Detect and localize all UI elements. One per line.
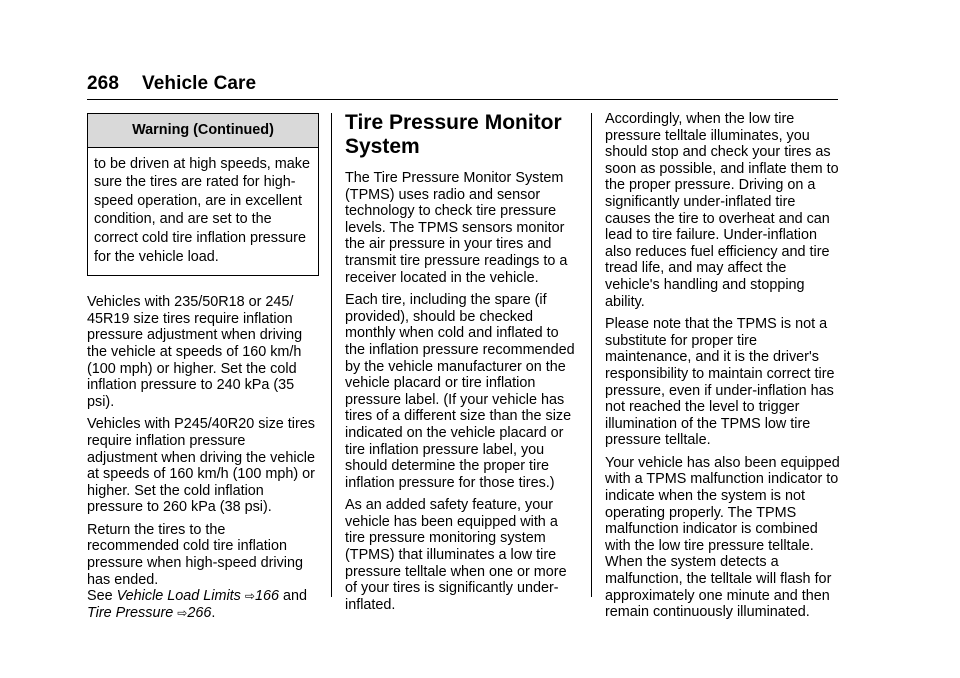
return-tires-text: Return the tires to the recommended cold tire inflation pressure when high-speed driving has ended. — [87, 521, 303, 588]
xref-page-166[interactable]: 166 — [254, 588, 279, 605]
xref-tire-pressure[interactable]: Tire Pressure — [87, 604, 174, 621]
tpms-heading: Tire Pressure Monitor System — [345, 111, 562, 158]
page-header — [87, 73, 256, 95]
section-title: Vehicle Care — [142, 73, 257, 94]
page-ref-arrow-icon: ⇨ — [177, 605, 188, 620]
column-divider-1 — [331, 113, 332, 597]
paragraph-monthly-check: Each tire, including the spare (if provided), should be checked monthly when cold and inflated to the inflation pressure recommended by the vehicle manufacturer on the vehicle placard or tire inflation pressure label. (If your vehicle has tires of a different size than the size indicated on the vehicle placard or tire inflation pressure label, you should determine the proper tire inflation pressure for those tires.) — [345, 292, 575, 491]
page-ref-arrow-icon: ⇨ — [244, 589, 255, 604]
column-1 — [87, 113, 319, 627]
xref-vehicle-load-limits[interactable]: Vehicle Load Limits — [116, 588, 241, 605]
and-label: and — [282, 588, 307, 605]
paragraph-safety-feature: As an added safety feature, your vehicle has been equipped with a tire pressure monitoring system (TPMS) that illuminates a low tire pressure telltale when one or more of your tires is significantly under-inflated. — [345, 497, 567, 613]
paragraph-return-tires: Return the tires to the recommended cold tire inflation pressure when high-speed driving has ended. See Vehicle Load Limits ⇨166 and Tire Pressure ⇨266. — [87, 521, 307, 621]
paragraph-tire-sizes-18-19: Vehicles with 235/50R18 or 245/ 45R19 size tires require inflation pressure adjustment when driving the vehicle at speeds of 160 km/h (100 mph) or higher. Set the cold inflation pressure to 240 kPa (35 psi). — [87, 294, 303, 410]
paragraph-telltale-action: Accordingly, when the low tire pressure telltale illuminates, you should stop and check your tires as soon as possible, and inflate them to the proper pressure. Driving on a significantly under-inflated tire causes the tire to overheat and can lead to tire failure. Under-inflation also reduces fuel efficiency and tire tread life, and may affect the vehicle's handling and stopping ability. — [605, 111, 839, 310]
xref-page-266[interactable]: 266 — [187, 604, 212, 621]
column-divider-2 — [591, 113, 592, 597]
warning-title: Warning (Continued) — [88, 114, 318, 148]
paragraph-tpms-intro: The Tire Pressure Monitor System (TPMS) uses radio and sensor technology to check tire pressure levels. The TPMS sensors monitor the air pressure in your tires and transmit tire pressure readings to a receiver located in the vehicle. — [345, 170, 568, 286]
see-label: See — [87, 588, 113, 605]
paragraph-tire-size-20: Vehicles with P245/40R20 size tires require inflation pressure adjustment when driving the vehicle at speeds of 160 km/h (100 mph) or higher. Set the cold inflation pressure to 260 kPa (38 psi). — [87, 416, 315, 516]
paragraph-tpms-not-substitute: Please note that the TPMS is not a substitute for proper tire maintenance, and it is the driver's responsibility to maintain correct tire pressure, even if under-inflation has not reached the level to trigger illumination of the TPMS low tire pressure telltale. — [605, 316, 835, 449]
warning-box — [87, 113, 319, 276]
column-2 — [345, 111, 577, 619]
header-divider — [87, 99, 838, 100]
column-3 — [605, 111, 840, 627]
page-number: 268 — [87, 73, 120, 94]
warning-body: to be driven at high speeds, make sure the tires are rated for high-speed operation, are in excellent condition, and are set to the correct cold tire inflation pressure for the vehicle load. — [94, 155, 310, 265]
paragraph-malfunction-indicator: Your vehicle has also been equipped with a TPMS malfunction indicator to indicate when the system is not operating properly. The TPMS malfunction indicator is combined with the low tire pressure telltale. When the system detects a malfunction, the telltale will flash for approximately one minute and then remain continuously illuminated. — [605, 454, 840, 621]
